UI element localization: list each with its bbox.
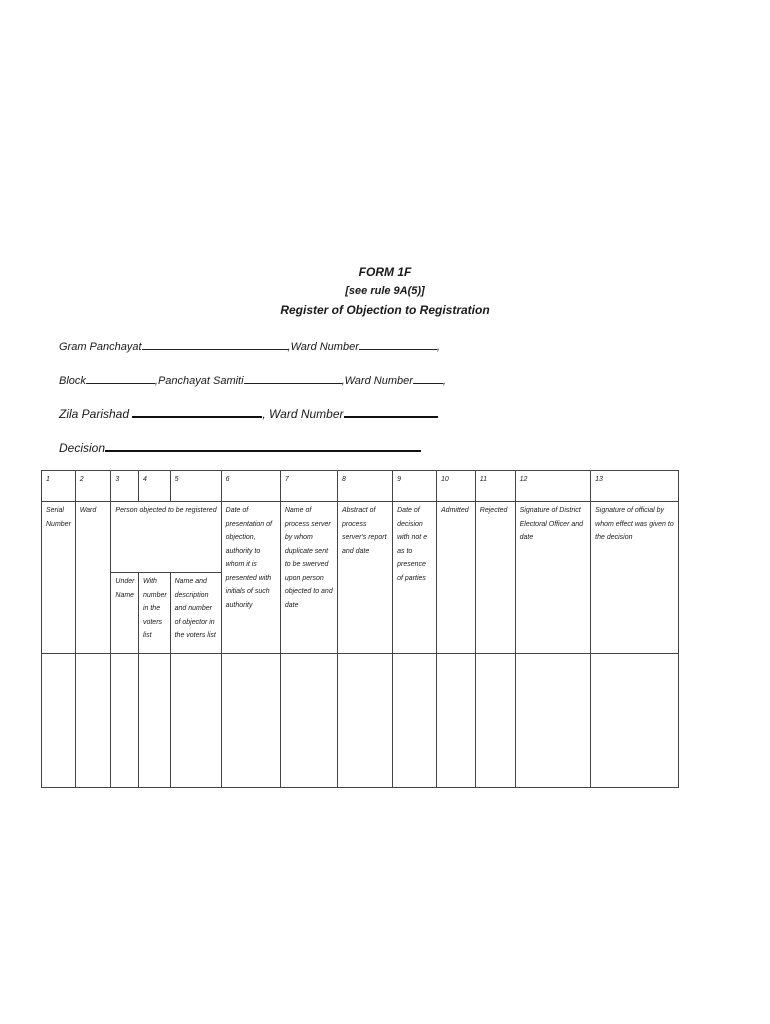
col-num-5: 5 — [170, 471, 221, 502]
entry-cell[interactable] — [138, 654, 170, 788]
header-date-decision: Date of decision with not e as to presence of parties — [393, 502, 437, 654]
col-num-3: 3 — [111, 471, 139, 502]
zila-parishad-line — [59, 406, 438, 421]
header-signature-official: Signature of official by whom effect was given to the decision — [591, 502, 679, 654]
entry-cell[interactable] — [75, 654, 111, 788]
header-person-objected: Person objected to be registered — [111, 502, 221, 573]
entry-cell[interactable] — [591, 654, 679, 788]
col-num-1: 1 — [42, 471, 76, 502]
header-abstract: Abstract of process server's report and date — [338, 502, 393, 654]
entry-cell[interactable] — [42, 654, 76, 788]
header-with-number: With number in the voters list — [138, 573, 170, 654]
col-num-12: 12 — [515, 471, 591, 502]
ward-number-blank-2[interactable] — [413, 373, 443, 384]
header-admitted: Admitted — [437, 502, 476, 654]
col-num-11: 11 — [475, 471, 515, 502]
form-title: FORM 1F — [358, 265, 412, 279]
ward-number-label-3: , Ward Number — [262, 407, 344, 421]
col-num-13: 13 — [591, 471, 679, 502]
col-num-2: 2 — [75, 471, 111, 502]
decision-line — [59, 440, 421, 455]
entry-cell[interactable] — [111, 654, 139, 788]
entry-cell[interactable] — [393, 654, 437, 788]
entry-cell[interactable] — [170, 654, 221, 788]
block-label: Block — [59, 375, 86, 387]
decision-label: Decision — [59, 441, 106, 455]
header-under-name: Under Name — [111, 573, 139, 654]
block-line: Block ,Panchayat Samiti ,Ward Number , — [59, 375, 446, 387]
header-ward: Ward — [75, 502, 111, 654]
decision-blank[interactable] — [105, 440, 421, 452]
gram-panchayat-label: Gram Panchayat — [59, 341, 142, 353]
ward-number-label-2: ,Ward Number — [341, 375, 413, 387]
col-num-10: 10 — [437, 471, 476, 502]
entry-cell[interactable] — [338, 654, 393, 788]
column-number-row — [42, 471, 679, 502]
col-num-9: 9 — [393, 471, 437, 502]
header-serial-number: Serial Number — [42, 502, 76, 654]
header-name-description: Name and description and number of objector in the voters list — [170, 573, 221, 654]
entry-cell[interactable] — [437, 654, 476, 788]
header-date-presentation: Date of presentation of objection, authority to whom it is presented with initials of such authority — [221, 502, 280, 654]
ward-number-label-1: ,Ward Number — [287, 341, 359, 353]
header-rejected: Rejected — [475, 502, 515, 654]
gram-panchayat-blank[interactable] — [142, 339, 288, 350]
entry-cell[interactable] — [221, 654, 280, 788]
header-row — [42, 502, 679, 573]
gram-panchayat-line: Gram Panchayat ,Ward Number , — [59, 341, 440, 353]
header-process-server: Name of process server by whom duplicate sent to be swerved upon person objected to and date — [280, 502, 337, 654]
entry-cell[interactable] — [515, 654, 591, 788]
col-num-8: 8 — [338, 471, 393, 502]
table-row — [42, 654, 679, 788]
form-rule: [see rule 9A(5)] — [345, 285, 425, 297]
entry-cell[interactable] — [280, 654, 337, 788]
col-num-6: 6 — [221, 471, 280, 502]
col-num-4: 4 — [138, 471, 170, 502]
block-blank[interactable] — [86, 373, 155, 384]
panchayat-samiti-label: ,Panchayat Samiti — [154, 375, 244, 387]
zila-parishad-blank[interactable] — [132, 406, 262, 418]
zila-parishad-label: Zila Parishad — [59, 407, 130, 421]
col-num-7: 7 — [280, 471, 337, 502]
form-subtitle: Register of Objection to Registration — [280, 303, 490, 317]
entry-cell[interactable] — [475, 654, 515, 788]
register-table — [41, 470, 679, 788]
panchayat-samiti-blank[interactable] — [244, 373, 342, 384]
ward-number-blank-1[interactable] — [359, 339, 437, 350]
header-signature-district: Signature of District Electoral Officer and date — [515, 502, 591, 654]
ward-number-blank-3[interactable] — [344, 406, 438, 418]
